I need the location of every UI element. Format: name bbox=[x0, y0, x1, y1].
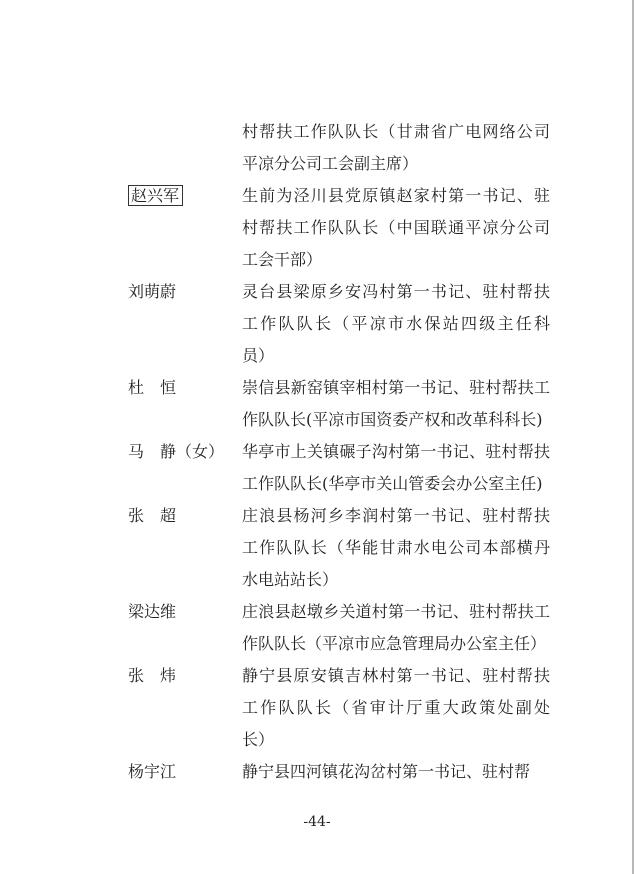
person-name-text: 张 炜 bbox=[128, 666, 177, 685]
description-line: 庄浪县杨河乡李润村第一书记、驻村帮扶 bbox=[242, 506, 550, 525]
person-name-text: 杜 恒 bbox=[128, 378, 177, 397]
description-line: 工作队队长（华能甘肃水电公司本部横丹 bbox=[242, 538, 550, 557]
position-description bbox=[242, 276, 550, 372]
person-name bbox=[128, 372, 176, 404]
list-item bbox=[0, 500, 634, 596]
description-line: 生前为泾川县党原镇赵家村第一书记、驻 bbox=[242, 186, 550, 205]
description-line: 工作队队长(华亭市关山管委会办公室主任) bbox=[242, 474, 543, 493]
position-description bbox=[242, 180, 550, 276]
description-line: 工会干部） bbox=[242, 250, 323, 269]
position-description bbox=[242, 436, 550, 500]
list-item bbox=[0, 660, 634, 756]
description-line: 作队队长（平凉市应急管理局办公室主任） bbox=[242, 634, 547, 653]
description-line: 工作队队长（平凉市水保站四级主任科 bbox=[242, 314, 550, 333]
person-name-text: 刘萌蔚 bbox=[128, 282, 177, 301]
person-name bbox=[128, 756, 176, 788]
person-name bbox=[128, 500, 176, 532]
description-line: 平凉分公司工会副主席） bbox=[242, 154, 419, 173]
list-item bbox=[0, 116, 634, 180]
person-name-text: 马 静（女） bbox=[128, 442, 225, 461]
description-line: 崇信县新窑镇宰相村第一书记、驻村帮扶工 bbox=[242, 378, 550, 397]
position-description bbox=[242, 756, 550, 788]
name-list bbox=[0, 116, 634, 788]
list-item bbox=[0, 276, 634, 372]
description-line: 工作队队长（省审计厅重大政策处副处 bbox=[242, 698, 550, 717]
description-line: 作队队长(平凉市国资委产权和改革科科长) bbox=[242, 410, 543, 429]
list-item bbox=[0, 436, 634, 500]
person-name-text: 梁达维 bbox=[128, 602, 177, 621]
position-description bbox=[242, 372, 550, 436]
description-line: 庄浪县赵墩乡关道村第一书记、驻村帮扶工 bbox=[242, 602, 550, 621]
person-name bbox=[128, 436, 224, 468]
page-number: -44- bbox=[303, 814, 331, 830]
person-name bbox=[128, 660, 176, 692]
list-item bbox=[0, 596, 634, 660]
list-item bbox=[0, 756, 634, 788]
description-line: 灵台县梁原乡安冯村第一书记、驻村帮扶 bbox=[242, 282, 550, 301]
person-name bbox=[128, 276, 176, 308]
position-description bbox=[242, 116, 550, 180]
person-name bbox=[128, 596, 176, 628]
description-line: 村帮扶工作队队长（甘肃省广电网络公司 bbox=[242, 122, 550, 141]
description-line: 静宁县四河镇花沟岔村第一书记、驻村帮 bbox=[242, 762, 531, 781]
description-line: 华亭市上关镇碾子沟村第一书记、驻村帮扶 bbox=[242, 442, 550, 461]
description-line: 静宁县原安镇吉林村第一书记、驻村帮扶 bbox=[242, 666, 550, 685]
description-line: 水电站站长） bbox=[242, 570, 339, 589]
person-name-text: 赵兴军 bbox=[128, 185, 183, 206]
list-item bbox=[0, 372, 634, 436]
description-line: 员） bbox=[242, 346, 275, 365]
position-description bbox=[242, 596, 550, 660]
person-name bbox=[128, 180, 183, 212]
person-name-text: 杨宇江 bbox=[128, 762, 177, 781]
list-item bbox=[0, 180, 634, 276]
position-description bbox=[242, 500, 550, 596]
description-line: 长） bbox=[242, 730, 275, 749]
person-name-text: 张 超 bbox=[128, 506, 177, 525]
position-description bbox=[242, 660, 550, 756]
description-line: 村帮扶工作队队长（中国联通平凉分公司 bbox=[242, 218, 550, 237]
